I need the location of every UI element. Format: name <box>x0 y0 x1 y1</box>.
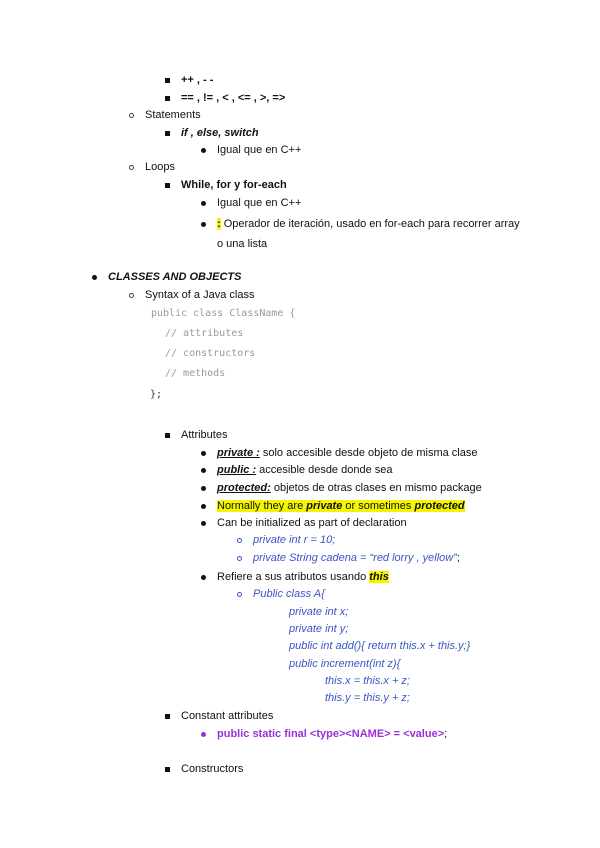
text-can-init: Can be initialized as part of declaration <box>217 517 407 529</box>
section-title-classes: CLASSES AND OBJECTS <box>108 271 242 283</box>
square-bullet-icon <box>165 96 170 101</box>
code-line-attributes: // attributes <box>165 328 244 339</box>
text-normally <box>217 499 465 513</box>
text-statements: Statements <box>145 109 201 121</box>
square-bullet-icon <box>165 433 170 438</box>
text-igual-2: Igual que en C++ <box>217 197 302 209</box>
example-increment: public increment(int z){ <box>289 658 401 670</box>
ring-bullet-icon <box>237 592 242 597</box>
dot-bullet-icon <box>201 148 206 153</box>
dot-bullet-icon <box>92 275 97 280</box>
example-int: private int r = 10; <box>253 534 336 546</box>
ring-bullet-icon <box>237 556 242 561</box>
dot-bullet-icon <box>201 468 206 473</box>
square-bullet-icon <box>165 183 170 188</box>
colon-highlight: : <box>217 218 221 230</box>
example-this-x: this.x = this.x + z; <box>325 675 410 687</box>
text-operador-line-1: : Operador de iteración, usado en for-each para recorrer array <box>217 218 520 230</box>
text-loops: Loops <box>145 161 175 173</box>
normally-highlight: Normally they are private or sometimes protected <box>217 500 465 512</box>
ring-bullet-icon <box>129 113 134 118</box>
this-highlight: this <box>369 571 389 583</box>
text-constructors: Constructors <box>181 763 244 775</box>
text-refiere: Refiere a sus atributos usando this <box>217 571 389 583</box>
text-constant-syntax: public static final <type><NAME> = <value>; <box>217 728 448 740</box>
example-private-y: private int y; <box>289 623 349 635</box>
text-protected: protected: objetos de otras clases en mismo package <box>217 482 482 494</box>
ring-bullet-icon <box>129 293 134 298</box>
square-bullet-icon <box>165 767 170 772</box>
dot-bullet-icon <box>201 732 206 737</box>
code-line-class: public class ClassName { <box>151 308 296 319</box>
square-bullet-icon <box>165 131 170 136</box>
code-line-close: }; <box>150 389 163 400</box>
example-public-class: Public class A{ <box>253 588 325 600</box>
text-constant-attributes: Constant attributes <box>181 710 274 722</box>
code-line-methods: // methods <box>165 368 226 379</box>
example-string: private String cadena = “red lorry , yellow”; <box>253 552 460 564</box>
square-bullet-icon <box>165 714 170 719</box>
text-syntax: Syntax of a Java class <box>145 289 255 301</box>
dot-bullet-icon <box>201 451 206 456</box>
text-attributes: Attributes <box>181 429 228 441</box>
dot-bullet-icon <box>201 201 206 206</box>
text-private: private : solo accesible desde objeto de misma clase <box>217 447 478 459</box>
code-line-constructors: // constructors <box>165 348 256 359</box>
text-igual-1: Igual que en C++ <box>217 144 302 156</box>
text-inc-dec: ++ , - - <box>181 74 214 86</box>
dot-bullet-icon <box>201 486 206 491</box>
text-if-else-switch: if , else, switch <box>181 127 259 139</box>
dot-bullet-icon <box>201 504 206 509</box>
text-public: public : accesible desde donde sea <box>217 464 393 476</box>
ring-bullet-icon <box>129 165 134 170</box>
text-operador-line-2: o una lista <box>217 238 268 250</box>
dot-bullet-icon <box>201 521 206 526</box>
dot-bullet-icon <box>201 222 206 227</box>
text-while-for: While, for y for-each <box>181 179 287 191</box>
text-comparators: == , != , < , <= , >, => <box>181 92 286 104</box>
example-private-x: private int x; <box>289 606 349 618</box>
example-add-method: public int add(){ return this.x + this.y;} <box>289 640 471 652</box>
ring-bullet-icon <box>237 538 242 543</box>
dot-bullet-icon <box>201 575 206 580</box>
square-bullet-icon <box>165 78 170 83</box>
example-this-y: this.y = this.y + z; <box>325 692 410 704</box>
